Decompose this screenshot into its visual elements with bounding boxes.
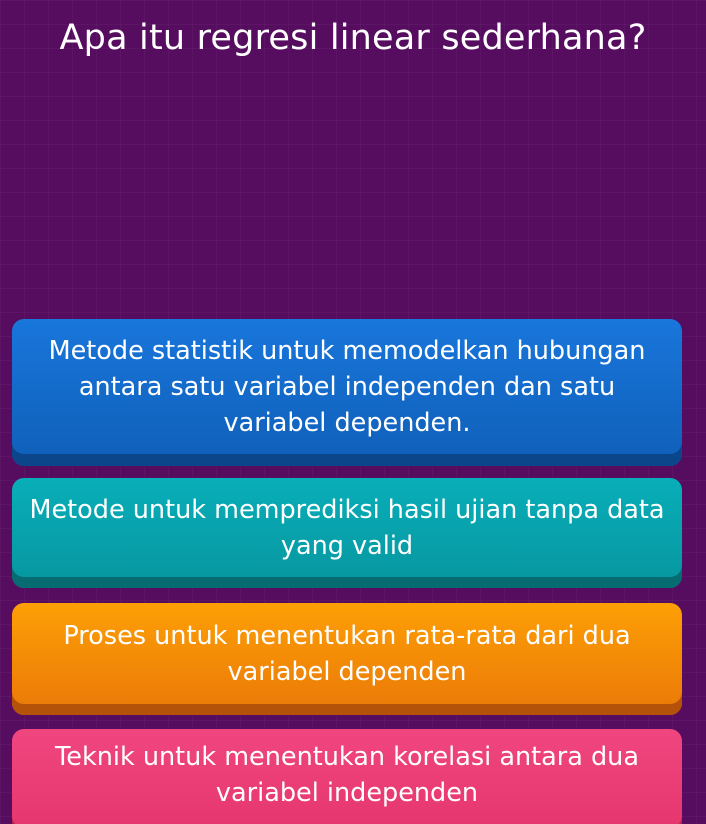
answer-option-3[interactable] bbox=[12, 603, 682, 715]
question-text: Apa itu regresi linear sederhana? bbox=[59, 18, 647, 58]
answer-option-2[interactable] bbox=[12, 478, 682, 588]
answer-option-3-label: Proses untuk menentukan rata-rata dari dua variabel dependen bbox=[63, 620, 631, 687]
answer-option-1[interactable] bbox=[12, 319, 682, 466]
answer-option-4[interactable] bbox=[12, 729, 682, 824]
answer-option-2-label: Metode untuk memprediksi hasil ujian tanpa data yang valid bbox=[29, 494, 665, 561]
answer-option-1-label: Metode statistik untuk memodelkan hubungan antara satu variabel independen dan satu variabel dependen. bbox=[48, 335, 646, 438]
answer-option-4-label: Teknik untuk menentukan korelasi antara dua variabel independen bbox=[55, 742, 639, 808]
